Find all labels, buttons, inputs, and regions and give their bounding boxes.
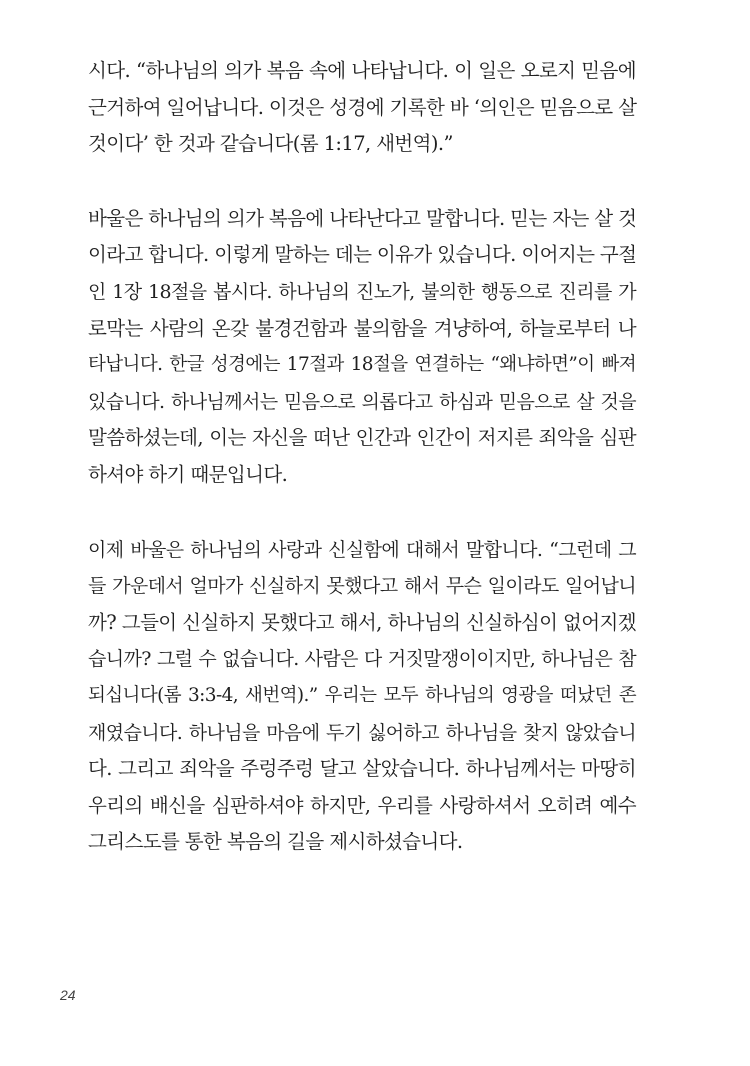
text-line: 것이다’ 한 것과 같습니다(롬 1:17, 새번역).” <box>88 132 453 156</box>
text-line: 하셔야 하기 때문입니다. <box>88 462 288 486</box>
paragraph-2 <box>88 201 636 494</box>
text-line: 까? 그들이 신실하지 못했다고 해서, 하나님의 신실하심이 없어지겠 <box>88 610 636 634</box>
text-line: 말씀하셨는데, 이는 자신을 떠난 인간과 인간이 저지른 죄악을 심판 <box>88 426 636 450</box>
text-line: 바울은 하나님의 의가 복음에 나타난다고 말합니다. 믿는 자는 살 것 <box>88 206 637 230</box>
text-line: 다. 그리고 죄악을 주렁주렁 달고 살았습니다. 하나님께서는 마땅히 <box>88 757 636 781</box>
text-line: 근거하여 일어납니다. 이것은 성경에 기록한 바 ‘의인은 믿음으로 살 <box>88 95 637 119</box>
paragraph-1 <box>88 53 636 163</box>
paragraph-3 <box>88 532 636 861</box>
text-line: 습니까? 그럴 수 없습니다. 사람은 다 거짓말쟁이이지만, 하나님은 참 <box>88 648 636 671</box>
text-line: 로막는 사람의 온갖 불경건함과 불의함을 겨냥하여, 하늘로부터 나 <box>88 316 636 340</box>
text-line: 시다. “하나님의 의가 복음 속에 나타납니다. 이 일은 오로지 믿음에 <box>88 59 636 82</box>
text-line: 이라고 합니다. 이렇게 말하는 데는 이유가 있습니다. 이어지는 구절 <box>88 243 637 267</box>
text-line: 있습니다. 하나님께서는 믿음으로 의롭다고 하심과 믿음으로 살 것을 <box>88 390 636 413</box>
text-line: 재였습니다. 하나님을 마음에 두기 싫어하고 하나님을 찾지 않았습니 <box>88 721 636 744</box>
text-line: 되십니다(롬 3:3-4, 새번역).” 우리는 모두 하나님의 영광을 떠났던 존 <box>88 684 636 706</box>
text-line: 그리스도를 통한 복음의 길을 제시하셨습니다. <box>88 830 463 854</box>
text-line: 인 1장 18절을 봅시다. 하나님의 진노가, 불의한 행동으로 진리를 가 <box>88 280 636 303</box>
text-line: 이제 바울은 하나님의 사랑과 신실함에 대해서 말합니다. “그런데 그 <box>88 538 636 561</box>
text-line: 들 가운데서 얼마가 신실하지 못했다고 해서 무슨 일이라도 일어납니 <box>88 575 636 598</box>
body-text <box>88 53 636 899</box>
text-line: 타납니다. 한글 성경에는 17절과 18절을 연결하는 “왜냐하면”이 빠져 <box>88 354 636 376</box>
text-line: 우리의 배신을 심판하셔야 하지만, 우리를 사랑하셔서 오히려 예수 <box>88 793 636 817</box>
page-number: 24 <box>60 987 76 1003</box>
